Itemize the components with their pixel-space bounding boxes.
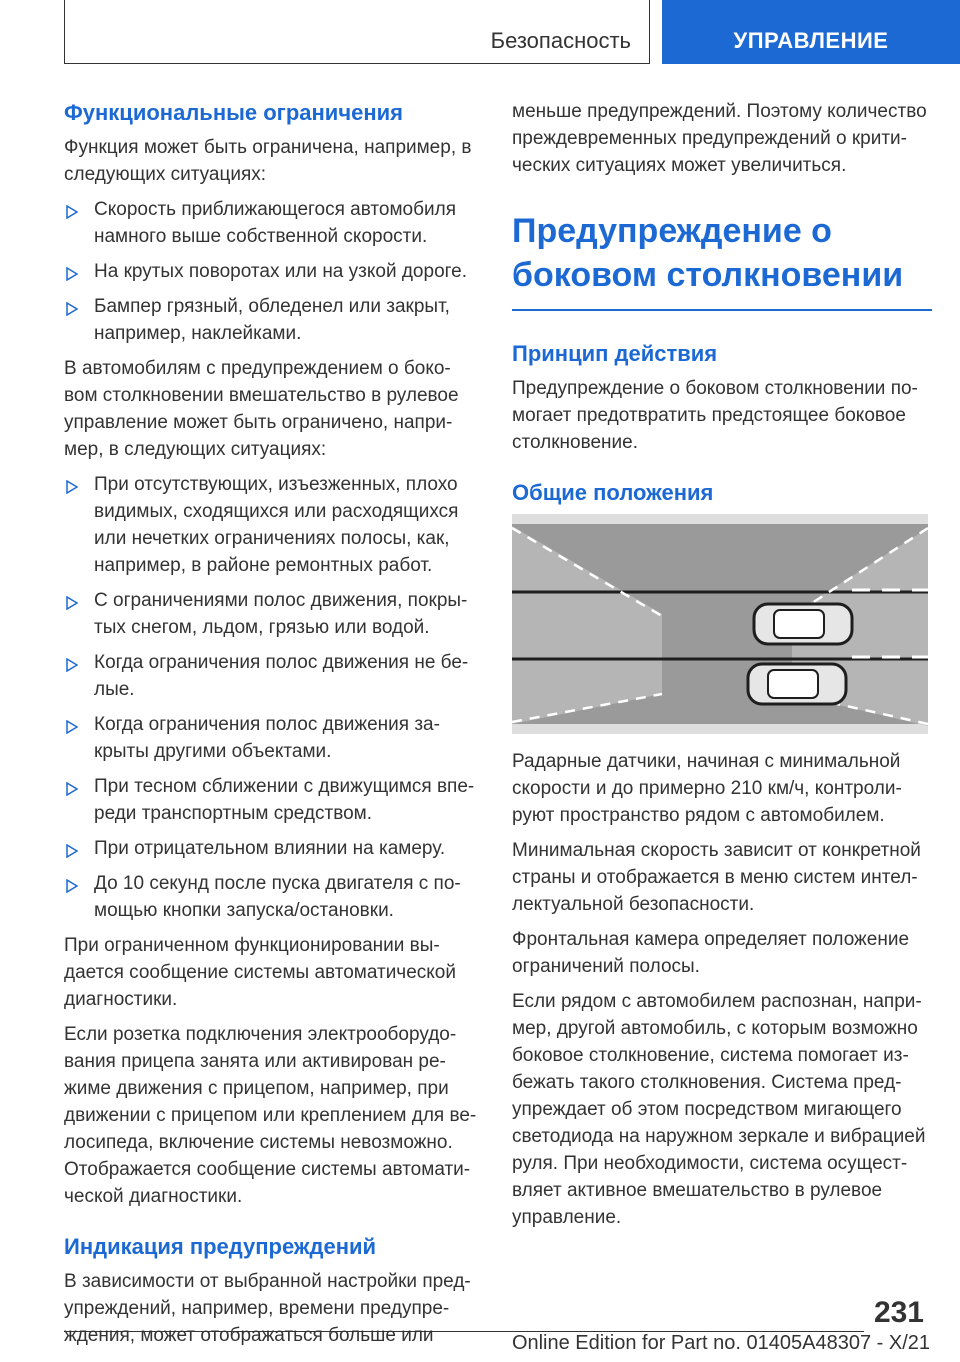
footer-edition: Online Edition for Part no. 01405A48307 - X/21 (511, 1332, 930, 1354)
limits-list-2 (64, 471, 484, 924)
paragraph-min-speed: Минимальная скорость зависит от конкретной страны и отображается в меню систем интел-лектуальной безопасности. (512, 840, 921, 915)
paragraph-system-action: Если рядом с автомобилем распознан, напри-мер, другой автомобиль, с которым возможно боковое столкновение, система помогает из-бежать такого столкновения. Система пред-упреждает об этом посредством мигающего светодиода на наружном зеркале и вибрацией руля. При необходимости, система осущест-вляет активное вмешательство в рулевое управление. (512, 991, 926, 1228)
paragraph-radar: Радарные датчики, начиная с минимальной скорости и до примерно 210 км/ч, контроли-руют пространство рядом с автомобилем. (512, 751, 902, 826)
intro-paragraph-1: Функция может быть ограничена, например, в следующих ситуациях: (64, 137, 472, 185)
triangle-bullet-icon (66, 480, 78, 494)
paragraph-warning-display: В зависимости от выбранной настройки пред-упреждений, например, времени предупре-ждения, может отображаться больше или (64, 1271, 471, 1346)
limits-list-1 (64, 196, 484, 347)
list-item: При тесном сближении с движущимся впе-реди транспортным средством. (64, 773, 484, 827)
heading-functional-limits: Функциональные ограничения (64, 100, 403, 125)
left-column (64, 98, 484, 1357)
title-divider (512, 309, 932, 311)
triangle-bullet-icon (66, 302, 78, 316)
heading-principle: Принцип действия (512, 341, 718, 366)
header-chapter-tab[interactable] (662, 0, 960, 64)
paragraph-camera: Фронтальная камера определяет положение ограничений полосы. (512, 929, 910, 977)
list-item: До 10 секунд после пуска двигателя с по-мощью кнопки запуска/остановки. (64, 870, 484, 924)
right-column (512, 98, 932, 1239)
heading-general: Общие положения (512, 480, 714, 505)
list-item: На крутых поворотах или на узкой дороге. (64, 258, 484, 285)
triangle-bullet-icon (66, 782, 78, 796)
list-item: Бампер грязный, обледенел или закрыт, например, наклейками. (64, 293, 484, 347)
list-item: Когда ограничения полос движения за-крыты другими объектами. (64, 711, 484, 765)
triangle-bullet-icon (66, 596, 78, 610)
header-chapter-label: УПРАВЛЕНИЕ (733, 28, 889, 53)
section-title-line-2: боковом столкновении (512, 256, 904, 294)
section-title-line-1: Предупреждение о (512, 212, 832, 250)
triangle-bullet-icon (66, 879, 78, 893)
list-item: При отсутствующих, изъезженных, плохо видимых, сходящихся или расходящихся или нечетких ограничениях полосы, как, например, в районе ремонтных работ. (64, 471, 484, 579)
triangle-bullet-icon (66, 844, 78, 858)
paragraph-trailer: Если розетка подключения электрооборудо-вания прицепа занята или активирован ре-жиме движения с прицепом, например, при движении с прицепом или креплением для ве-лосипеда, включение системы невозможно. Отображается сообщение системы автомати-ческой диагностики. (64, 1024, 477, 1207)
list-item: С ограничениями полос движения, покры-тых снегом, льдом, грязью или водой. (64, 587, 484, 641)
list-item: Скорость приближающегося автомобиля намного выше собственной скорости. (64, 196, 484, 250)
side-collision-radar-illustration (512, 514, 928, 734)
triangle-bullet-icon (66, 267, 78, 281)
car-icon (754, 604, 852, 644)
car-icon (748, 664, 846, 704)
page-number: 231 (873, 1296, 924, 1329)
paragraph-continued: меньше предупреждений. Поэтому количество преждевременных предупреждений о крити-ческих ситуациях может увеличиться. (512, 101, 927, 176)
list-item: Когда ограничения полос движения не бе-лые. (64, 649, 484, 703)
paragraph-principle: Предупреждение о боковом столкновении по-могает предотвратить предстоящее боковое столкновение. (512, 378, 918, 453)
header-section-box (64, 0, 650, 64)
triangle-bullet-icon (66, 720, 78, 734)
intro-paragraph-2: В автомобилям с предупреждением о боко-вом столкновении вмешательство в рулевое управление может быть ограничено, напри-мер, в следующих ситуациях: (64, 358, 459, 460)
triangle-bullet-icon (66, 205, 78, 219)
triangle-bullet-icon (66, 658, 78, 672)
list-item: При отрицательном влиянии на камеру. (64, 835, 484, 862)
paragraph-diagnostic: При ограниченном функционировании вы-дается сообщение системы автоматической диагностики. (64, 935, 456, 1010)
heading-warning-display: Индикация предупреждений (64, 1234, 377, 1259)
header-section-title: Безопасность (490, 28, 631, 53)
